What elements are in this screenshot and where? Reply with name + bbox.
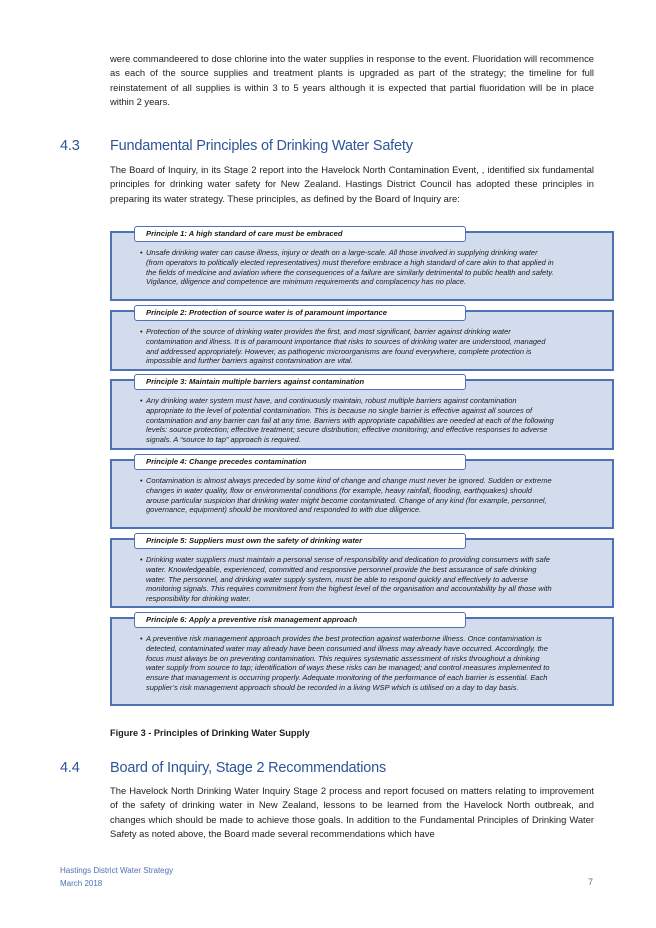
section-4-3-heading (0, 138, 656, 158)
principle-title: Principle 6: Apply a preventive risk management approach (134, 612, 466, 628)
principle-box-2 (110, 310, 614, 371)
section-4-4-heading (0, 760, 656, 780)
principle-text: Any drinking water system must have, and continuously maintain, robust multiple barriers against contamination appropriate to the level of potential contamination. This is because no single barrier is effective against all sources of contamination and any barrier can fail at any time. Barriers with appropriate capabilities are needed at each of the following levels: source protection; effective treatment; secure distribution; effective monitoring; and effective responses to adverse signals. A “source to tap” approach is required. (146, 396, 554, 445)
principle-title: Principle 2: Protection of source water is of paramount importance (134, 305, 466, 321)
intro-paragraph: were commandeered to dose chlorine into the water supplies in response to the event. Fluoridation will recommence as each of the source supplies and treatment plants is upgraded as part of the strategy; the timeline for full reinstatement of all supplies is within 3 to 5 years although it is expected that partial fluoridation will be in place within 2 years. (110, 53, 594, 107)
section-4-4-paragraph: The Havelock North Drinking Water Inquiry Stage 2 process and report focused on matters relating to improvement of the safety of drinking water in New Zealand, lessons to be learned from the Havelock North outbreak, and changes which should be made to achieve those goals. In addition to the Fundamental Principles of Drinking Water Safety as noted above, the Board made several recommendations which have (110, 785, 594, 839)
section-title: Board of Inquiry, Stage 2 Recommendations (110, 760, 387, 776)
principle-box-6 (110, 617, 614, 706)
bullet-icon: • (140, 555, 143, 564)
principle-body (140, 248, 554, 287)
section-number: 4.4 (60, 760, 80, 776)
principle-body (140, 396, 554, 445)
bullet-icon: • (140, 327, 143, 336)
section-title: Fundamental Principles of Drinking Water Safety (110, 138, 413, 154)
figure-caption: Figure 3 - Principles of Drinking Water Supply (110, 728, 310, 738)
bullet-icon: • (140, 396, 143, 405)
principle-title: Principle 1: A high standard of care must be embraced (134, 226, 466, 242)
principle-title: Principle 3: Maintain multiple barriers against contamination (134, 374, 466, 390)
principle-text: Protection of the source of drinking water provides the first, and most significant, barrier against drinking water contamination and illness. It is of paramount importance that risks to sources of drinking water are understood, managed and addressed appropriately. However, as pathogenic microorganisms are found everywhere, complete protection is impossible and further barriers against contamination are vital. (146, 327, 546, 366)
footer-date: March 2018 (60, 879, 103, 888)
principle-text: Drinking water suppliers must maintain a personal sense of responsibility and dedication to providing consumers with safe water. Knowledgeable, experienced, committed and responsive personnel provide the best assurance of safe drinking water. The personnel, and drinking water supply system, must be able to respond quickly and effectively to adverse monitoring signals. This requires commitment from the highest level of the organisation and accountability by all those with responsibility for drinking water. (146, 555, 552, 604)
section-4-3-paragraph: The Board of Inquiry, in its Stage 2 report into the Havelock North Contamination Event, , identified six fundamental principles for drinking water safety for New Zealand. Hastings District Council has adopted these principles in preparing its water strategy. These principles, as defined by the Board of Inquiry are: (110, 164, 594, 204)
footer-doc-title: Hastings District Water Strategy (60, 866, 174, 875)
principle-box-4 (110, 459, 614, 529)
principle-body (140, 634, 554, 693)
principle-body (140, 555, 554, 604)
principle-title: Principle 5: Suppliers must own the safety of drinking water (134, 533, 466, 549)
principle-box-3 (110, 379, 614, 450)
principle-text: Unsafe drinking water can cause illness, injury or death on a large-scale. All those involved in supplying drinking water (from operators to politically elected representatives) must therefore embrace a high standard of care akin to that applied in the fields of medicine and aviation where the consequences of a failure are similarly detrimental to public health and safety. Vigilance, diligence and competence are minimum requirements and complacency has no place. (146, 248, 554, 287)
principle-body (140, 476, 554, 515)
bullet-icon: • (140, 248, 143, 257)
principle-box-1 (110, 231, 614, 301)
page-number: 7 (588, 877, 594, 887)
principle-body (140, 327, 554, 366)
principle-title: Principle 4: Change precedes contamination (134, 454, 466, 470)
principle-box-5 (110, 538, 614, 608)
principle-text: Contamination is almost always preceded by some kind of change and change must never be ignored. Sudden or extreme changes in water quality, flow or environmental conditions (for example, heavy rainfall, flooding, earthquakes) should arouse particular suspicion that drinking water might become contaminated. Change of any kind (for example, personnel, governance, equipment) should be monitored and responded to with due diligence. (146, 476, 552, 515)
bullet-icon: • (140, 476, 143, 485)
principle-text: A preventive risk management approach provides the best protection against waterborne illness. Once contamination is detected, contaminated water may already have been consumed and illness may already have occurred. Accordingly, the focus must always be on preventing contamination. This requires systematic assessment of risks throughout a drinking water supply from source to tap; identification of ways these risks can be managed; and control measures implemented to ensure that management is occurring properly. Adequate monitoring of the performance of each barrier is essential. Each supplier’s risk management approach should be recorded in a living WSP which is utilised on a day to day basis. (146, 634, 550, 692)
section-number: 4.3 (60, 138, 80, 154)
bullet-icon: • (140, 634, 143, 643)
